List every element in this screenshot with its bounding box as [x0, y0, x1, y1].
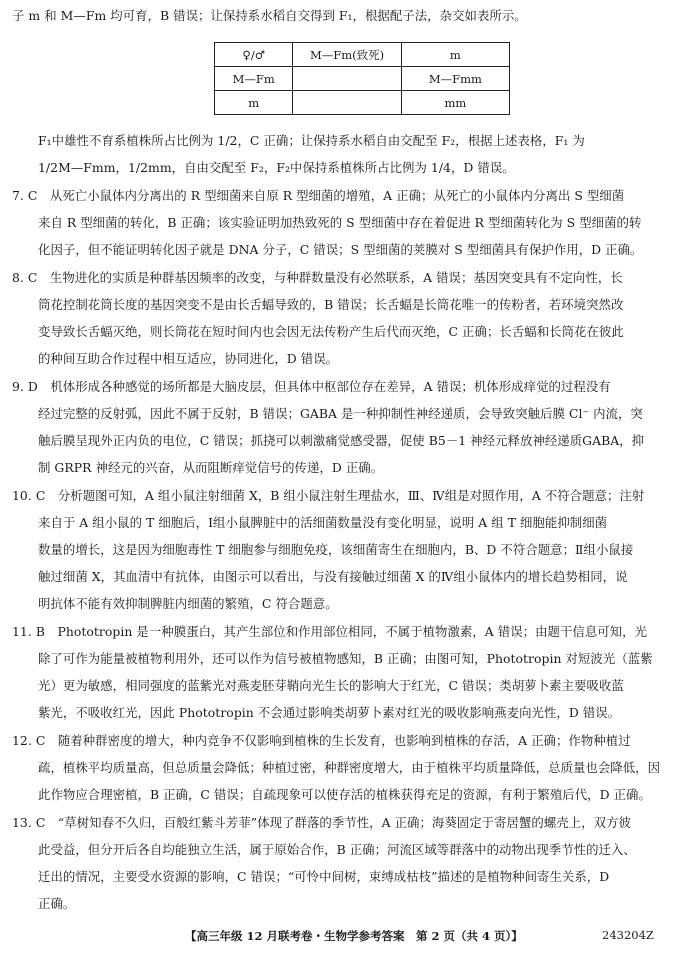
answer-9-line: 9. D 机体形成各种感觉的场所都是大脑皮层，但具体中枢部位存在差异，A 错误；机体形成痒觉的过程没有 — [12, 379, 611, 394]
text-line: 化因子，但不能证明转化因子就是 DNA 分子，C 错误；S 型细菌的荚膜对 S 型细菌具有保护作用，D 正确。 — [38, 242, 643, 257]
text-line: 经过完整的反射弧，因此不属于反射，B 错误；GABA 是一种抑制性神经递质，会导致突触后膜 Cl⁻ 内流，突 — [38, 406, 643, 421]
table-cell: mm — [401, 91, 509, 115]
text-line: 迁出的情况，主要受水资源的影响，C 错误；“可怜中间树，束缚成枯枝”描述的是植物种间寄生关系，D — [38, 869, 610, 884]
answer-12-line: 12. C 随着种群密度的增大，种内竞争不仅影响到植株的生长发育，也影响到植株的存活，A 正确；作物种植过 — [12, 733, 631, 748]
text-line: 触后膜呈现外正内负的电位，C 错误；抓挠可以刺激痛觉感受器，促使 B5－1 神经元释放神经递质GABA，抑 — [38, 433, 645, 448]
text-line: F₁中雄性不育系植株所占比例为 1/2，C 正确；让保持系水稻自由交配至 F₂，根据上述表格，F₁ 为 — [38, 133, 585, 148]
text-line: 正确。 — [38, 896, 76, 911]
text-line: 制 GRPR 神经元的兴奋，从而阻断痒觉信号的传递，D 正确。 — [38, 460, 384, 475]
text-line: 变导致长舌蝠灭绝，则长筒花在短时间内也会因无法传粉产生后代而灭绝，C 正确；长舌蝠和长筒花在彼此 — [38, 324, 624, 339]
footer-code: 243204Z — [602, 928, 654, 942]
text-line: 的种间互助合作过程中相互适应，协同进化，D 错误。 — [38, 351, 339, 366]
footer-title: 【高三年级 12 月联考卷・生物学参考答案 第 2 页（共 4 页）】 — [185, 929, 523, 943]
table-cell: m — [215, 91, 293, 115]
text-line: 疏，植株平均质量高，但总质量会降低；种植过密，种群密度增大，由于植株平均质量降低，总质量也会降低，因 — [38, 760, 661, 775]
text-line: 紫光，不吸收红光，因此 Phototropin 不会通过影响类胡萝卜素对红光的吸收影响燕麦向光性，D 错误。 — [38, 705, 621, 720]
text-line: 除了可作为能量被植物利用外，还可以作为信号被植物感知，B 正确；由图可知，Phototropin 对短波光（蓝紫 — [38, 651, 653, 666]
text-line: 筒花控制花筒长度的基因突变不是由长舌蝠导致的，B 错误；长舌蝠是长筒花唯一的传粉者，若环境突然改 — [38, 297, 624, 312]
answer-8-line: 8. C 生物进化的实质是种群基因频率的改变，与种群数量没有必然联系，A 错误；基因突变具有不定向性，长 — [12, 270, 623, 285]
answer-7-line: 7. C 从死亡小鼠体内分离出的 R 型细菌来自原 R 型细菌的增殖，A 正确；从死亡的小鼠体内分离出 S 型细菌 — [12, 188, 625, 203]
table-cell — [293, 67, 401, 91]
text-line: 数量的增长，这是因为细胞毒性 T 细胞参与细胞免疫，该细菌寄生在细胞内，B、D 不符合题意；Ⅱ组小鼠接 — [38, 542, 634, 557]
answer-11-line: 11. B Phototropin 是一种膜蛋白，其产生部位和作用部位相同，不属于植物激素，A 错误；由题干信息可知，光 — [12, 624, 648, 639]
text-line: 来自 R 型细菌的转化，B 正确；该实验证明加热致死的 S 型细菌中存在着促进 R 型细菌转化为 S 型细菌的转 — [38, 215, 642, 230]
text-line: 此受益，但分开后各自均能独立生活，属于原始合作，B 正确；河流区域等群落中的动物出现季节性的迁入、 — [38, 842, 636, 857]
table-cell: M—Fmm — [401, 67, 509, 91]
table-row — [215, 67, 510, 91]
text-line: 明抗体不能有效抑制脾脏内细菌的繁殖，C 符合题意。 — [38, 596, 338, 611]
answer-10-line: 10. C 分析题图可知，A 组小鼠注射细菌 X，B 组小鼠注射生理盐水，Ⅲ、Ⅳ组是对照作用，A 不符合题意；注射 — [12, 488, 645, 503]
table-header-cell: m — [401, 43, 509, 67]
table-header-cell: ♀/♂ — [215, 43, 293, 67]
text-line: 1/2M—Fmm，1/2mm，自由交配至 F₂，F₂中保持系植株所占比例为 1/4，D 错误。 — [38, 160, 515, 175]
table-cell: M—Fm — [215, 67, 293, 91]
text-line: 触过细菌 X，其血清中有抗体，由图示可以看出，与没有接触过细菌 X 的Ⅳ组小鼠体内的增长趋势相同，说 — [38, 569, 628, 584]
text-line: 来自于 A 组小鼠的 T 细胞后，Ⅰ组小鼠脾脏中的活细菌数量没有变化明显，说明 A 组 T 细胞能抑制细菌 — [38, 515, 608, 530]
text-line: 子 m 和 M—Fm 均可育，B 错误；让保持系水稻自交得到 F₁，根据配子法，杂交如表所示。 — [12, 8, 527, 23]
table-cell — [293, 91, 401, 115]
table-row — [215, 91, 510, 115]
answer-13-line: 13. C “草树知春不久归，百般红紫斗芳菲”体现了群落的季节性，A 正确；海葵固定于寄居蟹的螺壳上，双方彼 — [12, 815, 631, 830]
text-line: 此作物应合理密植，B 正确，C 错误；自疏现象可以使存活的植株获得充足的资源，有利于繁殖后代，D 正确。 — [38, 787, 651, 802]
table-header-cell: M—Fm(致死) — [293, 43, 401, 67]
cross-table — [214, 42, 510, 115]
text-line: 光）更为敏感，相同强度的蓝紫光对燕麦胚芽鞘向光生长的影响大于红光，C 错误；类胡萝卜素主要吸收蓝 — [38, 678, 624, 693]
table-header-row — [215, 43, 510, 67]
